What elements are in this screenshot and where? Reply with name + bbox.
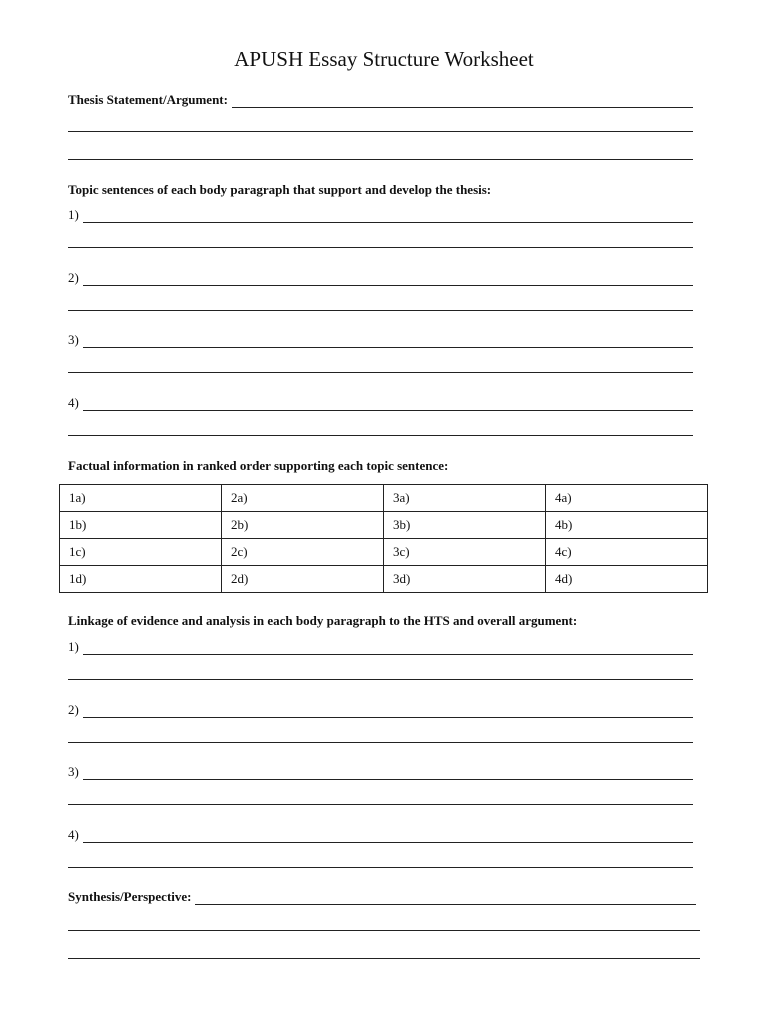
linkage-blank-line[interactable] — [68, 679, 693, 680]
facts-heading: Factual information in ranked order supporting each topic sentence: — [68, 458, 449, 473]
table-cell[interactable]: 1a) — [60, 485, 222, 512]
synthesis-blank-line[interactable] — [68, 958, 700, 959]
topic-item-number: 4) — [68, 395, 79, 410]
table-cell[interactable]: 1b) — [60, 512, 222, 539]
table-cell[interactable]: 1d) — [60, 566, 222, 593]
linkage-item — [68, 637, 693, 655]
topic-blank-line[interactable] — [68, 372, 693, 373]
table-cell[interactable]: 3b) — [384, 512, 546, 539]
topic-blank-line[interactable] — [68, 247, 693, 248]
table-cell[interactable]: 4b) — [546, 512, 708, 539]
thesis-row — [68, 90, 693, 108]
facts-table — [59, 484, 708, 593]
linkage-item-number: 2) — [68, 702, 79, 717]
thesis-blank[interactable] — [232, 95, 693, 108]
thesis-blank-line[interactable] — [68, 159, 693, 160]
topic-item — [68, 205, 693, 223]
table-cell[interactable]: 1c) — [60, 539, 222, 566]
thesis-blank-line[interactable] — [68, 131, 693, 132]
synthesis-row — [68, 887, 696, 905]
linkage-heading: Linkage of evidence and analysis in each body paragraph to the HTS and overall argument: — [68, 613, 578, 628]
linkage-item — [68, 825, 693, 843]
table-cell[interactable]: 2a) — [222, 485, 384, 512]
table-cell[interactable]: 3a) — [384, 485, 546, 512]
topic-blank-line[interactable] — [68, 435, 693, 436]
table-cell[interactable]: 2c) — [222, 539, 384, 566]
linkage-item-number: 4) — [68, 827, 79, 842]
topic-blank[interactable] — [83, 398, 693, 411]
topic-item-number: 1) — [68, 207, 79, 222]
page-title: APUSH Essay Structure Worksheet — [234, 47, 534, 71]
topic-item — [68, 268, 693, 286]
linkage-blank[interactable] — [83, 767, 693, 780]
topic-item-number: 2) — [68, 270, 79, 285]
table-cell[interactable]: 4d) — [546, 566, 708, 593]
linkage-item-number: 1) — [68, 639, 79, 654]
topic-item — [68, 330, 693, 348]
topic-blank[interactable] — [83, 210, 693, 223]
linkage-blank[interactable] — [83, 705, 693, 718]
linkage-blank-line[interactable] — [68, 804, 693, 805]
linkage-item-number: 3) — [68, 764, 79, 779]
topic-sentences-heading: Topic sentences of each body paragraph that support and develop the thesis: — [68, 182, 492, 197]
synthesis-label: Synthesis/Perspective: — [68, 889, 192, 904]
linkage-blank-line[interactable] — [68, 867, 693, 868]
linkage-blank[interactable] — [83, 642, 693, 655]
topic-item-number: 3) — [68, 332, 79, 347]
linkage-item — [68, 762, 693, 780]
linkage-blank-line[interactable] — [68, 742, 693, 743]
table-cell[interactable]: 4a) — [546, 485, 708, 512]
synthesis-blank[interactable] — [195, 892, 696, 905]
table-row — [60, 485, 708, 512]
topic-item — [68, 393, 693, 411]
topic-blank-line[interactable] — [68, 310, 693, 311]
table-cell[interactable]: 4c) — [546, 539, 708, 566]
table-cell[interactable]: 3d) — [384, 566, 546, 593]
table-cell[interactable]: 2b) — [222, 512, 384, 539]
table-row — [60, 539, 708, 566]
topic-blank[interactable] — [83, 273, 693, 286]
topic-blank[interactable] — [83, 335, 693, 348]
table-row — [60, 566, 708, 593]
table-row — [60, 512, 708, 539]
synthesis-blank-line[interactable] — [68, 930, 700, 931]
thesis-label: Thesis Statement/Argument: — [68, 92, 228, 107]
table-cell[interactable]: 2d) — [222, 566, 384, 593]
table-cell[interactable]: 3c) — [384, 539, 546, 566]
linkage-blank[interactable] — [83, 830, 693, 843]
linkage-item — [68, 700, 693, 718]
